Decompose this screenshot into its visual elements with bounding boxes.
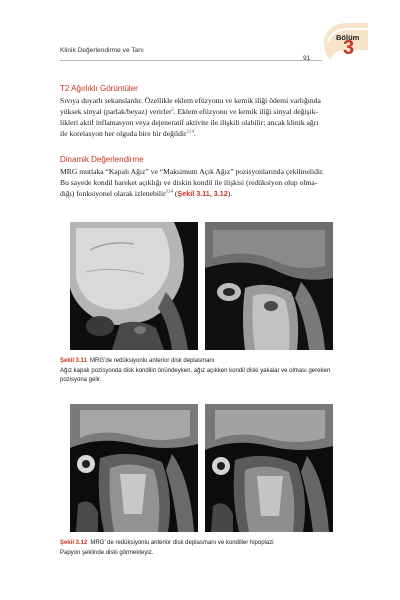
running-header-title: Klinik Değerlendirme ve Tanı — [60, 47, 144, 54]
text-line: Sıvıya duyarlı sekanslardır. Özellikle eklem efüzyonu ve kemik iliği ödemi varlığında — [60, 96, 321, 105]
text-line: Bu sayede kondil hareket açıklığı ve diskin kondil ile ilişkisi (redüksiyon olup olma- — [60, 178, 318, 187]
mri-scan-graphic — [70, 222, 198, 350]
text-fragment: ile korelasyon her olguda bire bir değildir — [60, 129, 187, 138]
citation: 3 — [171, 106, 174, 112]
citation: 3,14 — [165, 188, 173, 194]
paragraph-dynamic — [60, 166, 352, 199]
mri-scan-graphic — [205, 404, 333, 532]
figure-title: MRG’ de redüksiyonlu anterior disk deplasmanı ve kondiller hipoplazi — [90, 540, 274, 546]
text-fragment: yüksek sinyal (parlak/beyaz) verirler — [60, 107, 172, 116]
caption-line: Papyon şeklinde diski görmekteyiz. — [60, 550, 154, 556]
mri-image-closed-mouth — [70, 222, 198, 350]
text-line — [60, 128, 352, 139]
citation: 3,14 — [186, 128, 194, 134]
figure-label: Şekil 3.11 — [60, 358, 88, 364]
paragraph-t2 — [60, 95, 352, 139]
chapter-label: Bölüm — [336, 33, 360, 42]
text-fragment: ). — [227, 189, 233, 198]
page-number: 91 — [303, 55, 311, 62]
chapter-number: 3 — [343, 37, 355, 59]
figure-title: MRG’de redüksiyonlu anterior disk deplasmanı — [90, 358, 215, 364]
section-heading-dynamic: Dinamik Değerlendirme — [60, 155, 144, 164]
figure-caption-body — [60, 549, 350, 558]
text-fragment: . — [193, 129, 196, 138]
mri-scan-graphic — [70, 404, 198, 532]
figure-caption-body — [60, 367, 350, 385]
text-line — [60, 106, 352, 117]
header-rule — [60, 60, 322, 61]
figure-caption-title — [60, 540, 274, 546]
text-fragment: ( — [172, 189, 178, 198]
caption-line: Ağız kapalı pozisyonda disk kondilin önündeyken, ağız açıkken kondil diski yakalar ve olması gereken — [60, 368, 331, 374]
caption-line: pozisyona gelir. — [60, 377, 102, 383]
mri-image-left-tmj — [70, 404, 198, 532]
figure-reference-link[interactable]: Şekil 3.11, 3.12 — [177, 189, 228, 198]
mri-image-right-tmj — [205, 404, 333, 532]
mri-scan-graphic — [205, 222, 333, 350]
text-line: MRG mutlaka “Kapalı Ağız” ve “Maksimum Açık Ağız” pozisyonlarında çekilmelidir. — [60, 167, 325, 176]
figure-caption-title — [60, 358, 214, 364]
text-line: likleri aktif inflamasyon veya dejeneratif aktivite ile ilişkili olabilir; ancak klinik ağrı — [60, 118, 319, 127]
mri-image-open-mouth — [205, 222, 333, 350]
text-line — [60, 188, 352, 199]
text-fragment: dığı) fonksiyonel olarak izlenebilir — [60, 189, 166, 198]
text-fragment: . Eklem efüzyonu ve kemik iliği sinyal değişik- — [173, 107, 318, 116]
figure-label: Şekil 3.12 — [60, 540, 88, 546]
section-heading-t2: T2 Ağırlıklı Görüntüler — [60, 84, 138, 93]
